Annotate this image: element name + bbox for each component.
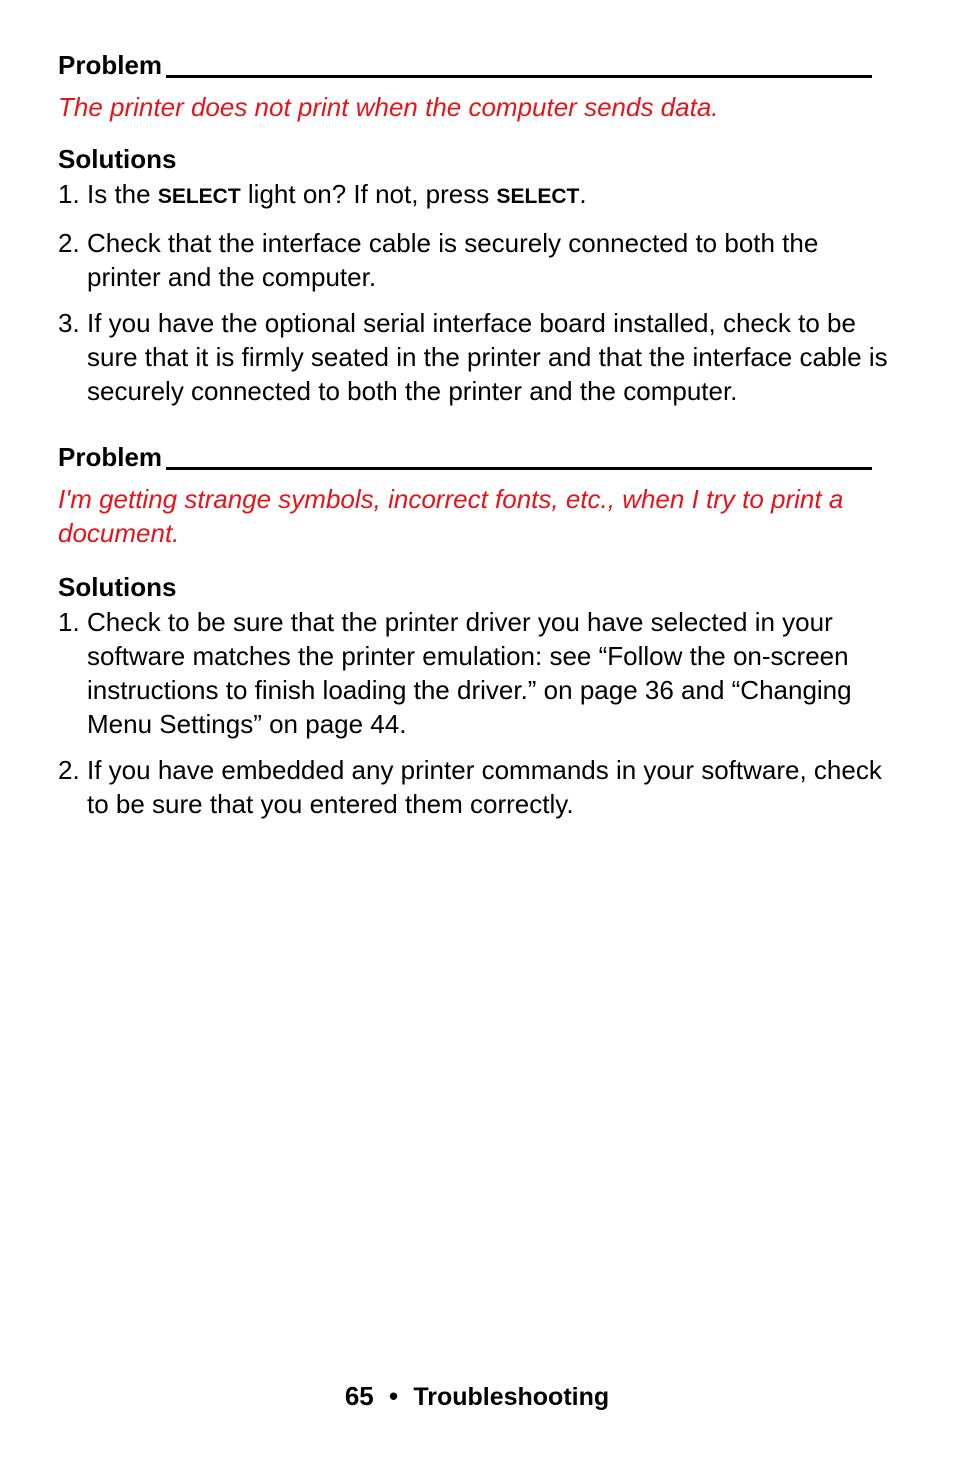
step-text: Check that the interface cable is securely connected to both the printer and the computer. xyxy=(87,228,819,292)
list-item xyxy=(58,177,894,214)
page-footer xyxy=(0,1379,954,1414)
select-key-label: SELECT xyxy=(157,185,241,208)
select-key-label: SELECT xyxy=(496,185,580,208)
solutions-list xyxy=(58,177,894,408)
step-text: light on? If not, press xyxy=(240,179,497,209)
problem-section-2 xyxy=(58,442,894,821)
step-text: Is the xyxy=(87,179,158,209)
list-item xyxy=(58,753,894,821)
step-number: 1. xyxy=(58,607,80,637)
step-number: 2. xyxy=(58,755,80,785)
step-text: If you have embedded any printer commands in your software, check to be sure that you entered them correctly. xyxy=(87,755,882,819)
heading-rule xyxy=(166,467,872,470)
step-text: . xyxy=(579,179,587,209)
footer-bullet: • xyxy=(388,1381,399,1411)
problem-section-1 xyxy=(58,50,894,408)
list-item xyxy=(58,306,894,408)
problem-label: Problem xyxy=(58,442,163,472)
list-item xyxy=(58,605,894,741)
solutions-heading: Solutions xyxy=(58,572,177,602)
step-number: 1. xyxy=(58,179,80,209)
step-text: Check to be sure that the printer driver you have selected in your software matches the printer emulation: see “Follow the on-screen instructions to finish loading the driver.” on page 36 and “Changing Menu Settings” on page 44. xyxy=(87,607,852,739)
problem-label: Problem xyxy=(58,50,163,80)
solutions-list xyxy=(58,605,894,821)
problem-description: The printer does not print when the computer sends data. xyxy=(58,92,719,122)
problem-description: I'm getting strange symbols, incorrect fonts, etc., when I try to print a document. xyxy=(58,484,844,548)
heading-rule xyxy=(166,75,872,78)
step-text: If you have the optional serial interface board installed, check to be sure that it is firmly seated in the printer and that the interface cable is securely connected to both the printer and the computer. xyxy=(87,308,888,406)
page-number: 65 xyxy=(344,1381,374,1411)
step-number: 2. xyxy=(58,228,80,258)
problem-heading xyxy=(58,442,894,472)
section-name: Troubleshooting xyxy=(413,1383,610,1411)
solutions-heading: Solutions xyxy=(58,144,177,174)
page-content xyxy=(58,50,894,821)
list-item xyxy=(58,226,894,294)
problem-heading xyxy=(58,50,894,80)
step-number: 3. xyxy=(58,308,80,338)
